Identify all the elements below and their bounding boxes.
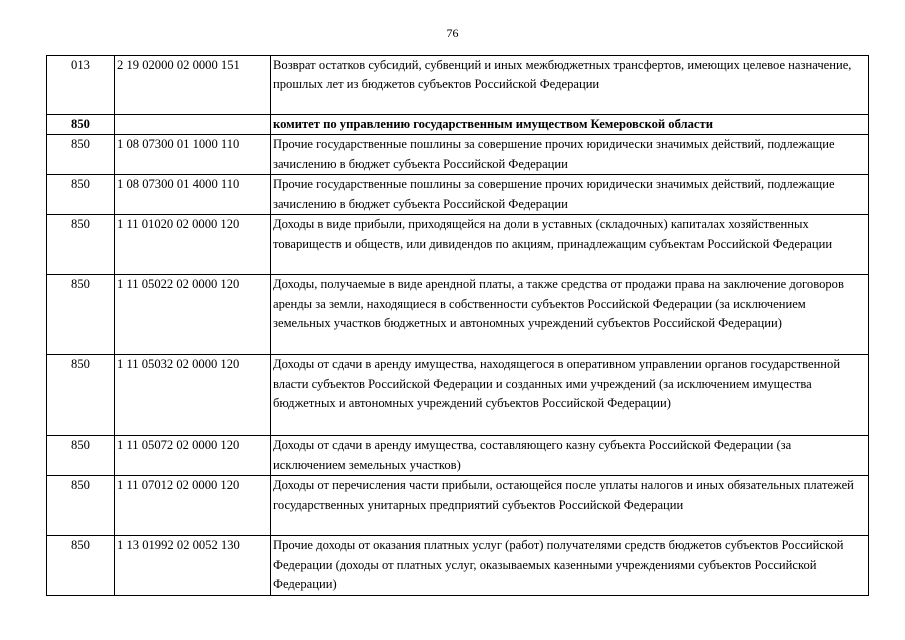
admin-code-cell: 850 <box>47 436 115 476</box>
budget-code-cell: 2 19 02000 02 0000 151 <box>115 56 271 115</box>
revenue-name-cell: Возврат остатков субсидий, субвенций и иных межбюджетных трансфертов, имеющих целевое назначение, прошлых лет из бюджетов субъектов Российской Федерации <box>271 56 869 115</box>
budget-code-cell: 1 08 07300 01 4000 110 <box>115 175 271 215</box>
table-row <box>47 436 869 476</box>
table-row <box>47 355 869 436</box>
admin-code-cell: 850 <box>47 115 115 135</box>
table-row <box>47 135 869 175</box>
admin-code-cell: 850 <box>47 175 115 215</box>
revenue-name-cell: Прочие доходы от оказания платных услуг (работ) получателями средств бюджетов субъектов Российской Федерации (доходы от платных услуг, оказываемых казенными учреждениями субъектов Российской Федерации) <box>271 536 869 596</box>
budget-code-cell: 1 11 05032 02 0000 120 <box>115 355 271 436</box>
revenue-name-cell: Доходы от перечисления части прибыли, остающейся после уплаты налогов и иных обязательных платежей государственных унитарных предприятий субъектов Российской Федерации <box>271 476 869 536</box>
admin-code-cell: 850 <box>47 476 115 536</box>
budget-code-cell: 1 11 07012 02 0000 120 <box>115 476 271 536</box>
table-row <box>47 56 869 115</box>
revenue-name-cell: Прочие государственные пошлины за совершение прочих юридически значимых действий, подлежащие зачислению в бюджет субъекта Российской Федерации <box>271 175 869 215</box>
budget-code-cell: 1 08 07300 01 1000 110 <box>115 135 271 175</box>
table-row <box>47 215 869 275</box>
revenue-name-cell: Доходы от сдачи в аренду имущества, составляющего казну субъекта Российской Федерации (за исключением земельных участков) <box>271 436 869 476</box>
admin-code-cell: 850 <box>47 355 115 436</box>
admin-code-cell: 850 <box>47 215 115 275</box>
budget-code-cell: 1 13 01992 02 0052 130 <box>115 536 271 596</box>
revenue-name-cell: Прочие государственные пошлины за совершение прочих юридически значимых действий, подлежащие зачислению в бюджет субъекта Российской Федерации <box>271 135 869 175</box>
admin-code-cell: 850 <box>47 275 115 355</box>
admin-code-cell: 850 <box>47 536 115 596</box>
budget-code-cell: 1 11 01020 02 0000 120 <box>115 215 271 275</box>
budget-code-cell <box>115 115 271 135</box>
revenue-name-cell: Доходы от сдачи в аренду имущества, находящегося в оперативном управлении органов государственной власти субъектов Российской Федерации и созданных ими учреждений (за исключением имущества бюджетных и автономных учреждений субъектов Российской Федерации) <box>271 355 869 436</box>
admin-code-cell: 013 <box>47 56 115 115</box>
revenue-name-cell: Доходы, получаемые в виде арендной платы, а также средства от продажи права на заключение договоров аренды за земли, находящиеся в собственности субъектов Российской Федерации (за исключением земельных участков бюджетных и автономных учреждений субъектов Российской Федерации) <box>271 275 869 355</box>
revenue-codes-table <box>46 55 869 596</box>
section-header-row <box>47 115 869 135</box>
budget-code-cell: 1 11 05022 02 0000 120 <box>115 275 271 355</box>
table-row <box>47 476 869 536</box>
section-title-cell: комитет по управлению государственным имуществом Кемеровской области <box>271 115 869 135</box>
page-number: 76 <box>446 26 459 40</box>
table-row <box>47 275 869 355</box>
admin-code-cell: 850 <box>47 135 115 175</box>
table-row <box>47 175 869 215</box>
table-row <box>47 536 869 596</box>
budget-code-cell: 1 11 05072 02 0000 120 <box>115 436 271 476</box>
revenue-name-cell: Доходы в виде прибыли, приходящейся на доли в уставных (складочных) капиталах хозяйственных товариществ и обществ, или дивидендов по акциям, принадлежащим субъектам Российской Федерации <box>271 215 869 275</box>
